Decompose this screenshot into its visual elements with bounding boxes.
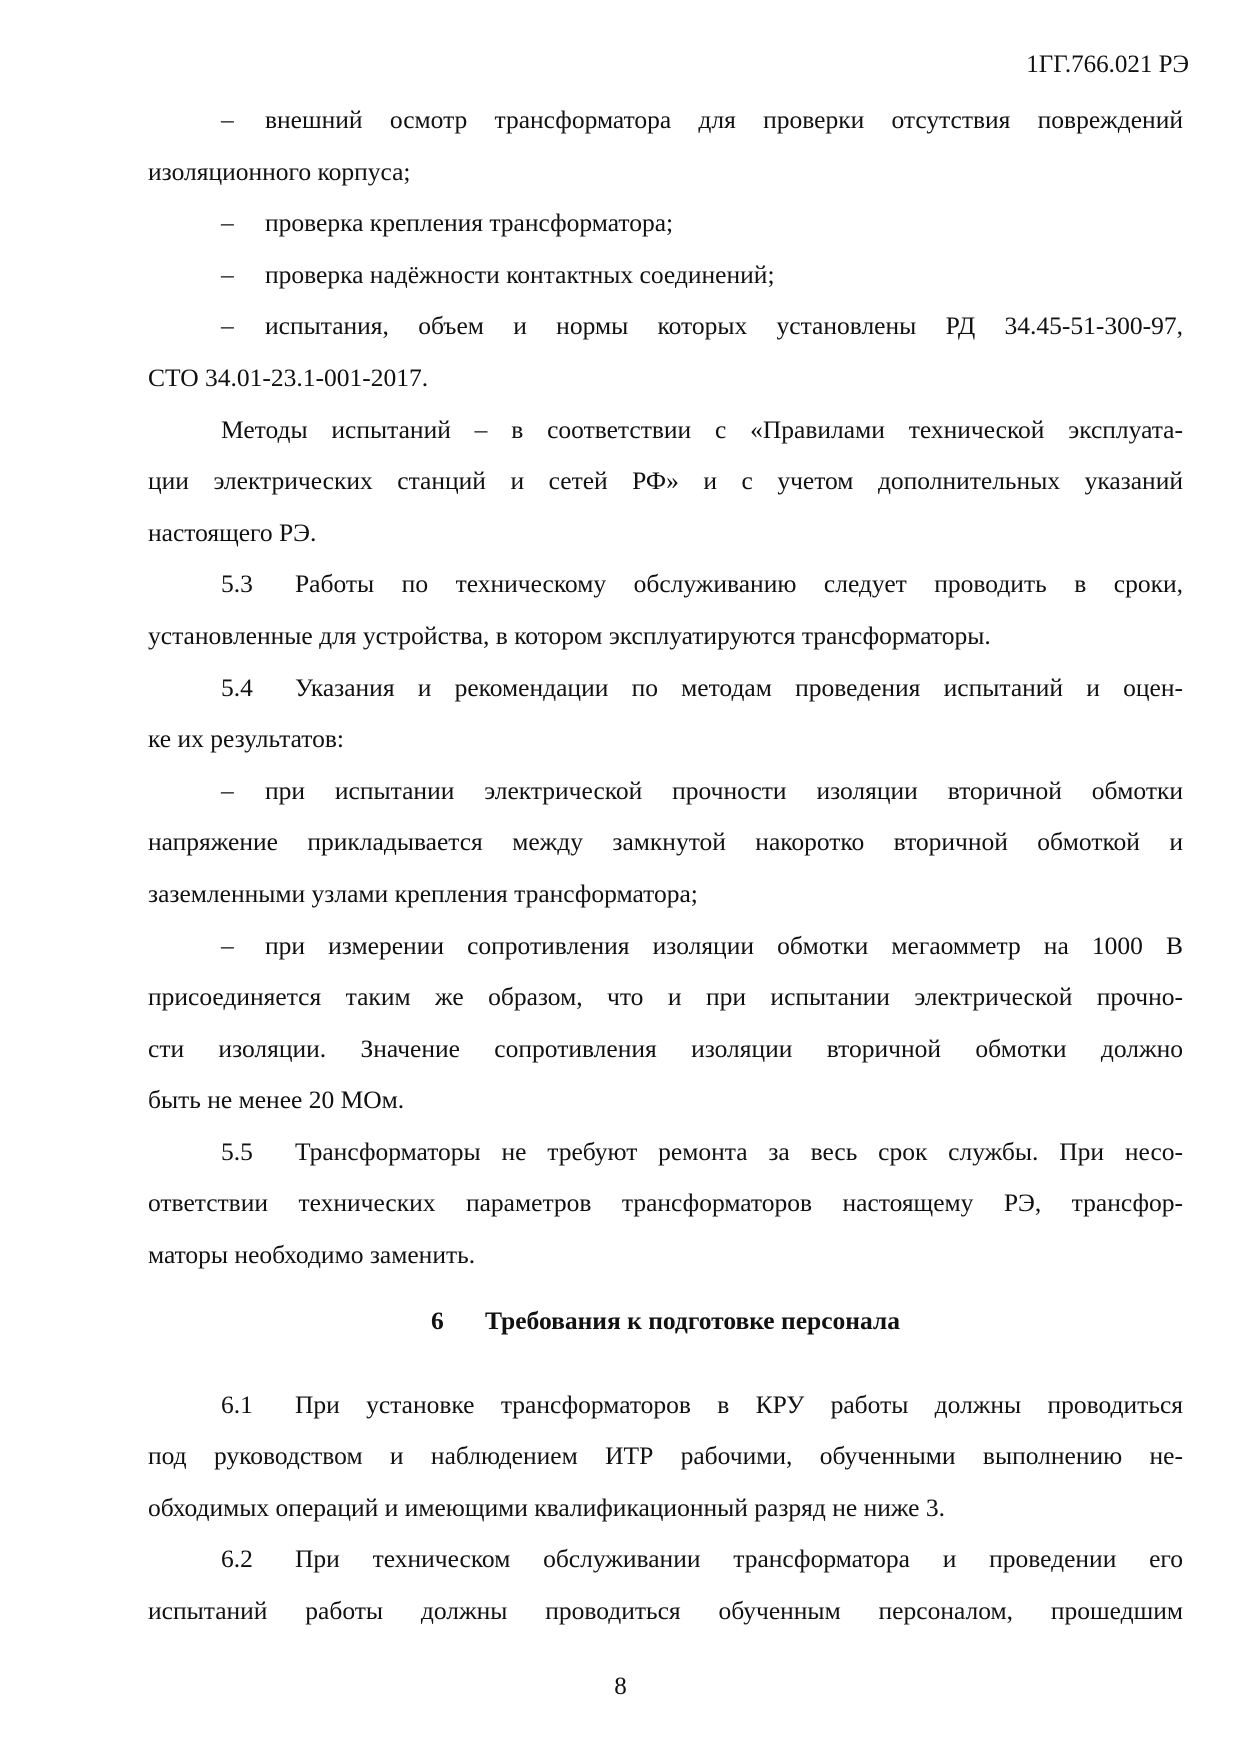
clause-5-4: 5.4 Указания и рекомендации по методам проведения испытаний и оцен- ке их результатов:: [148, 662, 1183, 765]
list-item: [148, 300, 1183, 403]
list-item: – при измерении сопротивления изоляции обмотки мегаомметр на 1000 В присоединяется таким же образом, что и при испытании электрической прочно- сти изоляции. Значение сопротивления изоляции вторичной обмотки должно быть не менее 20 МОм.: [148, 920, 1183, 1126]
list-item-text: испытания, объем и нормы которых установлены РД 34.45-51-300-97,: [265, 311, 1183, 341]
paragraph-methods: Методы испытаний – в соответствии с «Правилами технической эксплуата- ции электрических станций и сетей РФ» и с учетом дополнительных указаний настоящего РЭ.: [148, 414, 1183, 547]
dash-bullet: –: [221, 311, 234, 341]
clause-number: 6.2: [221, 1544, 253, 1574]
list-item-text: проверка крепления трансформатора;: [265, 208, 674, 238]
dash-bullet: –: [221, 105, 234, 134]
dash-bullet: –: [221, 775, 234, 805]
list-item-text: внешний осмотр трансформатора для проверки отсутствия повреждений: [265, 105, 1183, 134]
clause-number: 5.4: [221, 672, 253, 702]
section-heading: [148, 1281, 1183, 1371]
clause-number: 5.5: [221, 1136, 253, 1166]
clause-6-1: 6.1 При установке трансформаторов в КРУ работы должны проводиться под руководством и наблюдением ИТР рабочими, обученными выполнению не- обходимых операций и имеющими квалификационный разряд не ниже 3.: [148, 1379, 1183, 1534]
page-number: 8: [614, 1673, 627, 1700]
clause-number: 5.3: [221, 569, 253, 599]
clause-5-5: 5.5 Трансформаторы не требуют ремонта за весь срок службы. При несо- ответствии технических параметров трансформаторов настоящему РЭ, трансфор- маторы необходимо заменить.: [148, 1126, 1183, 1281]
section-number: 6: [431, 1305, 444, 1335]
section-title: Требования к подготовке персонала: [485, 1305, 900, 1335]
clause-6-2: 6.2 При техническом обслуживании трансформатора и проведении его испытаний работы должны проводиться обученным персоналом, прошедшим: [148, 1533, 1183, 1636]
list-item: [148, 249, 1183, 301]
clause-number: 6.1: [221, 1389, 253, 1419]
dash-bullet: –: [221, 930, 234, 960]
list-item-text: проверка надёжности контактных соединений;: [265, 259, 775, 289]
list-item: [148, 197, 1183, 249]
list-item-text: изоляционного корпуса;: [148, 156, 411, 186]
list-item: [148, 94, 1183, 197]
clause-5-3: 5.3 Работы по техническому обслуживанию следует проводить в сроки, установленные для устройства, в котором эксплуатируются трансформаторы.: [148, 558, 1183, 661]
dash-bullet: –: [221, 208, 234, 238]
list-item: – при испытании электрической прочности изоляции вторичной обмотки напряжение прикладывается между замкнутой накоротко вторичной обмоткой и заземленными узлами крепления трансформатора;: [148, 765, 1183, 920]
document-body: [148, 94, 1183, 1637]
dash-bullet: –: [221, 259, 234, 289]
document-code-header: 1ГГ.766.021 РЭ: [1026, 51, 1189, 78]
list-item-text: СТО 34.01-23.1-001-2017.: [148, 362, 429, 392]
